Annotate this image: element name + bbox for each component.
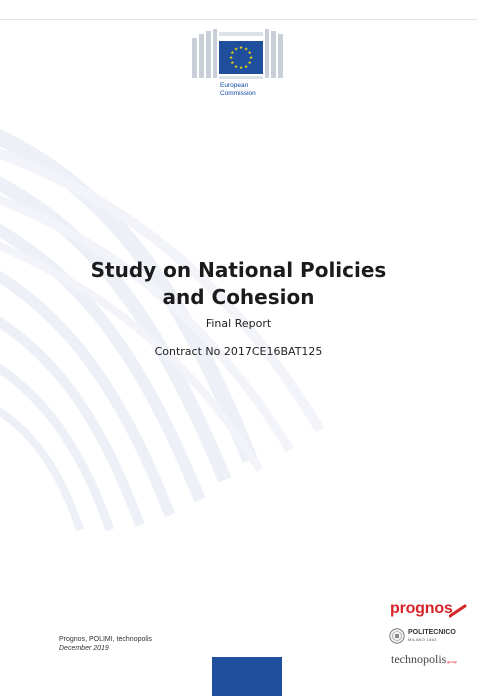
report-date: December 2019 (59, 645, 109, 652)
eu-star-icon: ★ (233, 47, 239, 53)
ec-logo-line2: Commission (220, 90, 256, 97)
eu-star-icon: ★ (243, 47, 249, 53)
polimi-subtitle: MILANO 1863 (408, 637, 437, 642)
eu-star-icon: ★ (238, 66, 244, 72)
eu-star-icon: ★ (243, 64, 249, 70)
authors-block (59, 635, 152, 653)
prognos-swoosh-icon (449, 604, 467, 618)
polimi-name: POLITECNICO (408, 629, 456, 636)
contract-number: Contract No 2017CE16BAT125 (154, 345, 323, 358)
technopolis-name: technopolis (391, 652, 447, 666)
report-subtitle: Final Report (205, 317, 272, 330)
eu-star-icon: ★ (247, 51, 252, 57)
technopolis-group-suffix: group (447, 659, 457, 664)
eu-star-icon: ★ (233, 64, 239, 70)
ec-logo-line1: European (220, 82, 249, 89)
report-title (40, 257, 437, 311)
eu-flag-icon (219, 41, 263, 74)
authors-text: Prognos, POLIMI, technopolis (59, 636, 152, 643)
report-title-line2: and Cohesion (162, 285, 315, 309)
eu-star-icon: ★ (238, 46, 244, 52)
polimi-logo (389, 627, 475, 647)
polimi-seal-icon (389, 628, 405, 644)
eu-star-icon: ★ (247, 61, 252, 67)
eu-star-icon: ★ (228, 56, 234, 62)
eu-star-icon: ★ (230, 51, 235, 57)
ec-logo-text (220, 82, 280, 98)
prognos-logo: prognos (390, 600, 453, 617)
european-commission-logo (190, 24, 286, 110)
bottom-blue-block (212, 657, 282, 696)
report-title-line1: Study on National Policies (90, 258, 387, 282)
eu-star-icon: ★ (230, 61, 235, 67)
technopolis-logo (391, 652, 457, 669)
eu-star-icon: ★ (248, 56, 254, 62)
